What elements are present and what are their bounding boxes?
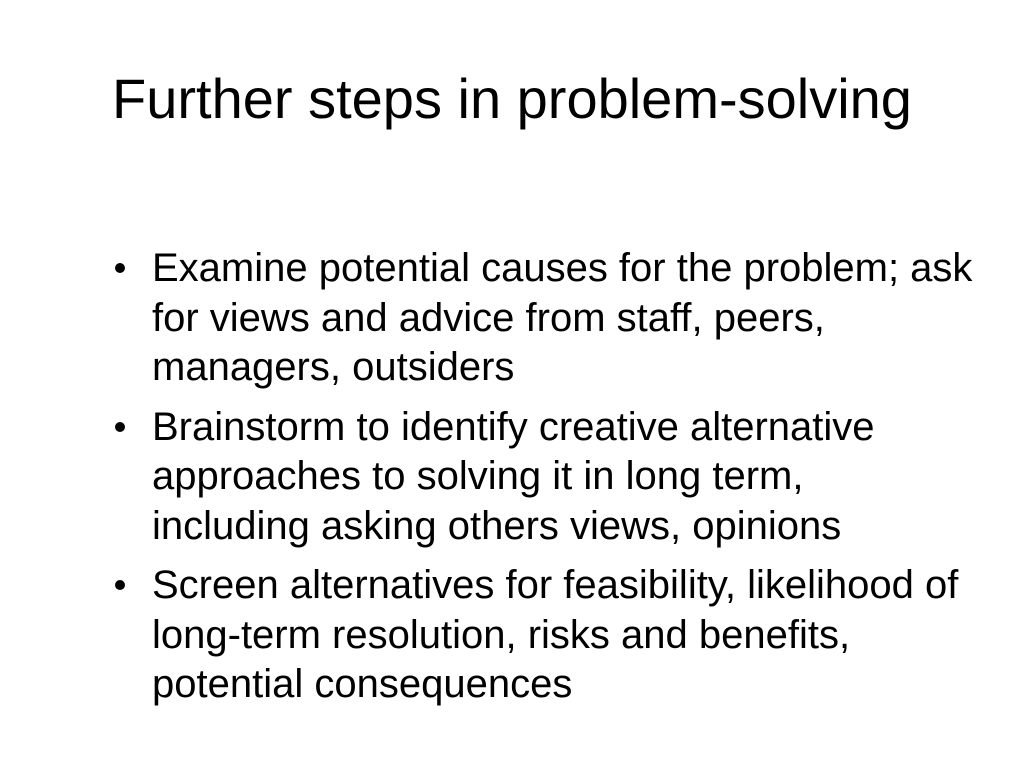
bullet-item bbox=[0, 244, 1024, 393]
bullet-icon bbox=[115, 263, 125, 273]
slide-title: Further steps in problem-solving bbox=[112, 67, 912, 130]
bullet-text: Screen alternatives for feasibility, likelihood of long-term resolution, risks and benefits, potential consequences bbox=[152, 563, 959, 706]
bullet-icon bbox=[115, 422, 125, 432]
bullet-text: Examine potential causes for the problem; ask for views and advice from staff, peers, managers, outsiders bbox=[152, 246, 973, 389]
bullet-text: Brainstorm to identify creative alternative approaches to solving it in long term, including asking others views, opinions bbox=[152, 404, 875, 548]
bullet-item bbox=[0, 561, 1024, 710]
bullet-list bbox=[0, 244, 1024, 710]
bullet-item bbox=[0, 403, 1024, 552]
bullet-icon bbox=[115, 580, 125, 590]
